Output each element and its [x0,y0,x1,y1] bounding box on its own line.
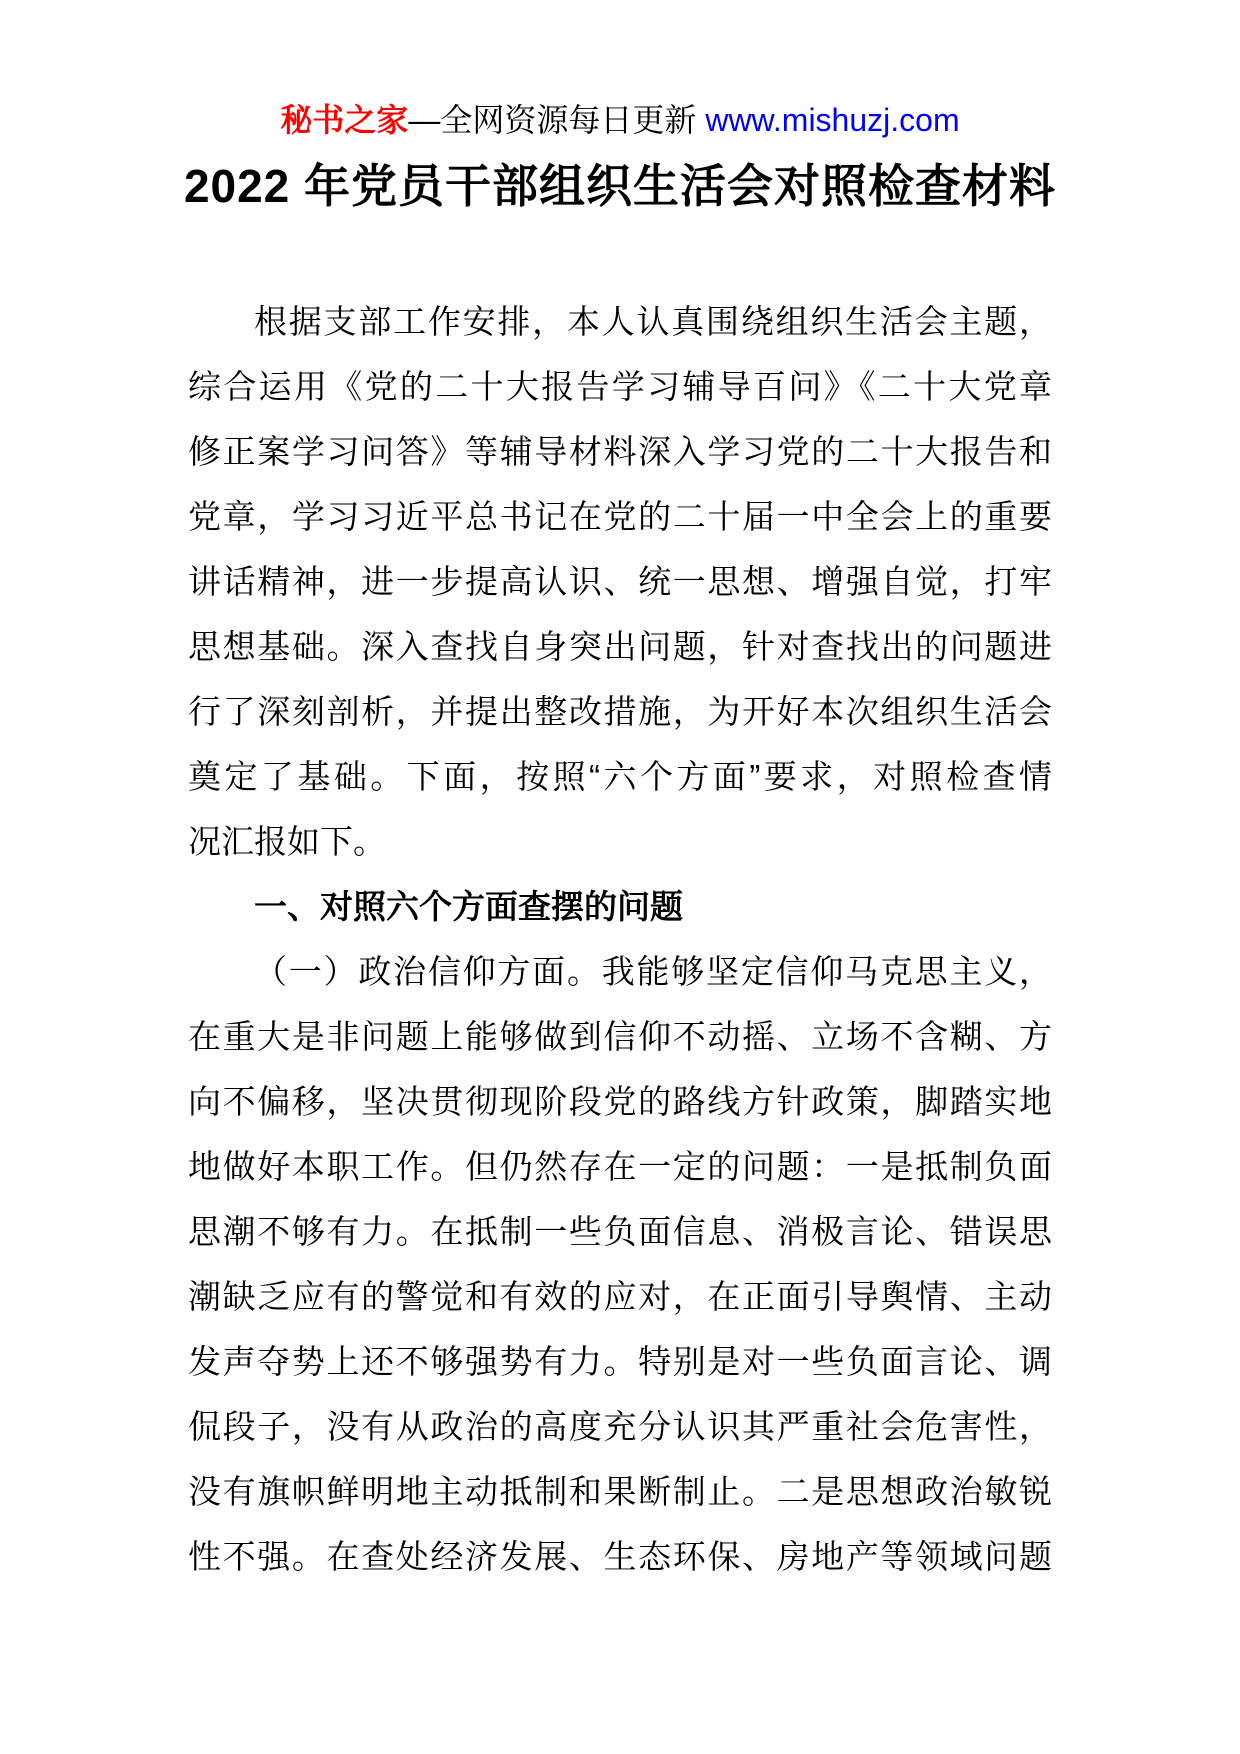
body-line: 地做好本职工作。但仍然存在一定的问题：一是抵制负面 [188,1148,1052,1185]
site-tagline: —全网资源每日更新 [408,102,706,138]
body-line: 修正案学习问答》等辅导材料深入学习党的二十大报告和 [188,433,1052,470]
body-line: 根据支部工作安排，本人认真围绕组织生活会主题， [254,303,1052,340]
body-line: 讲话精神，进一步提高认识、统一思想、增强自觉，打牢 [188,563,1052,600]
body-line: 思想基础。深入查找自身突出问题，针对查找出的问题进 [188,628,1052,665]
section-heading: 一、对照六个方面查摆的问题 [254,888,683,925]
body-line: 奠定了基础。下面，按照“六个方面”要求，对照检查情 [188,758,1052,795]
body-line: 潮缺乏应有的警觉和有效的应对，在正面引导舆情、主动 [188,1278,1052,1315]
body-line: 性不强。在查处经济发展、生态环保、房地产等领域问题 [188,1538,1052,1575]
document-title: 2022 年党员干部组织生活会对照检查材料 [183,160,1057,212]
site-brand: 秘书之家 [280,102,409,138]
site-watermark-header [0,100,1240,140]
document-body [188,289,1052,1589]
body-line: 党章，学习习近平总书记在党的二十届一中全会上的重要 [188,498,1052,535]
body-line: 综合运用《党的二十大报告学习辅导百问》《二十大党章 [188,368,1052,405]
site-url-link[interactable]: www.mishuzj.com [705,102,960,138]
body-line: 行了深刻剖析，并提出整改措施，为开好本次组织生活会 [188,693,1052,730]
body-line: 向不偏移，坚决贯彻现阶段党的路线方针政策，脚踏实地 [188,1083,1052,1120]
body-line: 在重大是非问题上能够做到信仰不动摇、立场不含糊、方 [188,1018,1052,1055]
body-line: （一）政治信仰方面。我能够坚定信仰马克思主义， [254,953,1052,990]
body-line: 侃段子，没有从政治的高度充分认识其严重社会危害性， [188,1408,1052,1445]
body-line: 没有旗帜鲜明地主动抵制和果断制止。二是思想政治敏锐 [188,1473,1052,1510]
body-line: 况汇报如下。 [188,823,386,860]
body-line: 发声夺势上还不够强势有力。特别是对一些负面言论、调 [188,1343,1052,1380]
body-line: 思潮不够有力。在抵制一些负面信息、消极言论、错误思 [188,1213,1052,1250]
